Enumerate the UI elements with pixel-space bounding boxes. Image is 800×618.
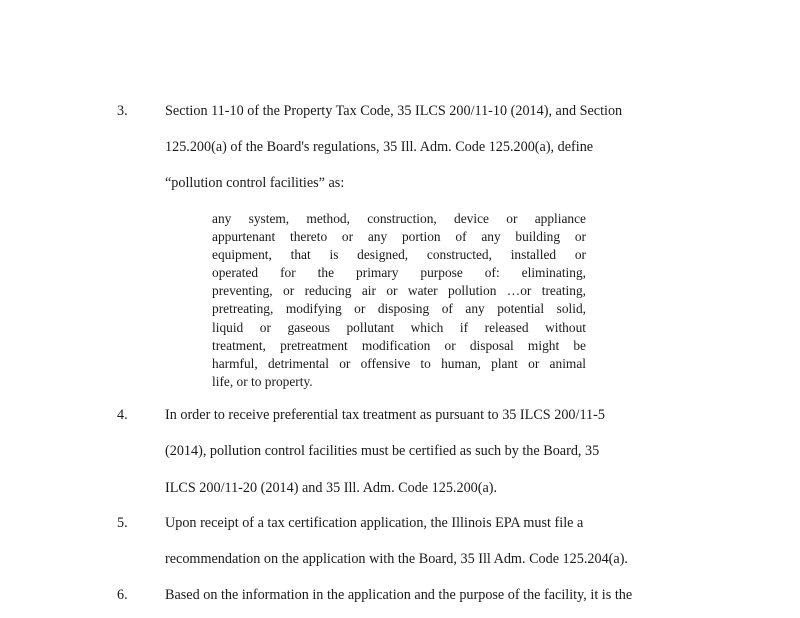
block-quote [212,210,586,391]
quote-line: pretreating, modifying or disposing of any potential solid, [212,301,586,317]
paragraph-number-3: 3. [117,103,128,119]
quote-line: harmful, detrimental or offensive to human, plant or animal [212,355,586,371]
paragraph-number-5: 5. [117,515,128,531]
paragraph-number-4: 4. [117,407,128,423]
paragraph-3-line-2: 125.200(a) of the Board's regulations, 35 Ill. Adm. Code 125.200(a), define [165,139,594,155]
quote-line: appurtenant thereto or any portion of any building or [212,229,586,245]
paragraph-5-line-2: recommendation on the application with the Board, 35 Ill Adm. Code 125.204(a). [165,551,628,567]
paragraph-3-line-3: “pollution control facilities” as: [165,175,345,191]
quote-line: any system, method, construction, device or appliance [212,211,586,226]
quote-line: equipment, that is designed, constructed, installed or [212,247,586,263]
quote-line: operated for the primary purpose of: eliminating, [212,265,586,281]
paragraph-6-line-1: Based on the information in the application and the purpose of the facility, it is the [165,587,633,603]
paragraph-number-6: 6. [117,587,128,603]
quote-line: liquid or gaseous pollutant which if released without [212,319,586,335]
paragraph-4-line-2: (2014), pollution control facilities must be certified as such by the Board, 35 [165,443,600,459]
quote-line: life, or to property. [212,373,313,389]
quote-line: treatment, pretreatment modification or disposal might be [212,337,586,353]
paragraph-4-line-1: In order to receive preferential tax treatment as pursuant to 35 ILCS 200/11-5 [165,407,605,423]
paragraph-4-line-3: ILCS 200/11-20 (2014) and 35 Ill. Adm. Code 125.200(a). [165,480,498,496]
paragraph-5-line-1: Upon receipt of a tax certification application, the Illinois EPA must file a [165,515,584,531]
paragraph-3-line-1: Section 11-10 of the Property Tax Code, 35 ILCS 200/11-10 (2014), and Section [165,103,623,119]
quote-line: preventing, or reducing air or water pollution …or treating, [212,283,586,299]
